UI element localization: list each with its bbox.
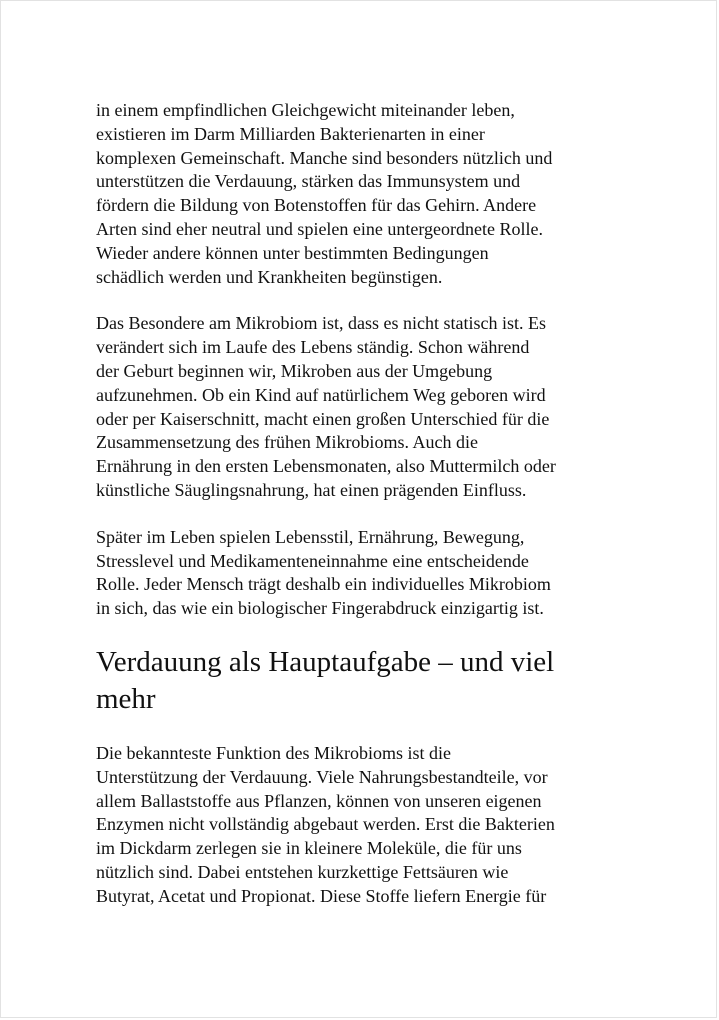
paragraph-gut-bacteria [96, 99, 636, 289]
text-line: Wieder andere können unter bestimmten Bedingungen [96, 242, 489, 263]
text-line: schädlich werden und Krankheiten begünstigen. [96, 266, 443, 287]
text-line: verändert sich im Laufe des Lebens ständig. Schon während [96, 337, 530, 358]
text-line: Unterstützung der Verdauung. Viele Nahrungsbestandteile, vor [96, 766, 548, 787]
text-line: künstliche Säuglingsnahrung, hat einen prägenden Einfluss. [96, 479, 527, 500]
text-line: Die bekannteste Funktion des Mikrobioms ist die [96, 742, 451, 763]
text-line: Butyrat, Acetat und Propionat. Diese Stoffe liefern Energie für [96, 885, 547, 906]
paragraph-digestion [96, 742, 636, 909]
text-line: Stresslevel und Medikamenteneinnahme eine entscheidende [96, 550, 529, 571]
text-line: allem Ballaststoffe aus Pflanzen, können von unseren eigenen [96, 790, 542, 811]
text-line: im Dickdarm zerlegen sie in kleinere Moleküle, die für uns [96, 838, 522, 859]
paragraph-lifestyle [96, 526, 636, 621]
text-line: nützlich sind. Dabei entstehen kurzkettige Fettsäuren wie [96, 861, 509, 882]
heading-line: mehr [96, 682, 156, 715]
text-line: Ernährung in den ersten Lebensmonaten, also Muttermilch oder [96, 456, 556, 477]
text-line: in sich, das wie ein biologischer Fingerabdruck einzigartig ist. [96, 598, 544, 619]
heading-line: Verdauung als Hauptaufgabe – und viel [96, 645, 555, 678]
text-line: Zusammensetzung des frühen Mikrobioms. Auch die [96, 432, 478, 453]
text-line: Später im Leben spielen Lebensstil, Ernährung, Bewegung, [96, 526, 525, 547]
text-line: in einem empfindlichen Gleichgewicht miteinander leben, [96, 100, 515, 120]
text-line: aufzunehmen. Ob ein Kind auf natürlichem Weg geboren wird [96, 384, 546, 405]
text-line: Rolle. Jeder Mensch trägt deshalb ein individuelles Mikrobiom [96, 574, 551, 595]
text-line: existieren im Darm Milliarden Bakterienarten in einer [96, 123, 485, 144]
text-line: oder per Kaiserschnitt, macht einen großen Unterschied für die [96, 408, 550, 429]
text-line: der Geburt beginnen wir, Mikroben aus der Umgebung [96, 360, 493, 381]
page-content [96, 99, 636, 909]
text-line: Enzymen nicht vollständig abgebaut werden. Erst die Bakterien [96, 814, 555, 835]
text-line: Das Besondere am Mikrobiom ist, dass es nicht statisch ist. Es [96, 313, 546, 334]
text-line: komplexen Gemeinschaft. Manche sind besonders nützlich und [96, 147, 553, 168]
text-line: fördern die Bildung von Botenstoffen für das Gehirn. Andere [96, 195, 537, 216]
text-line: unterstützen die Verdauung, stärken das Immunsystem und [96, 171, 521, 192]
text-line: Arten sind eher neutral und spielen eine untergeordnete Rolle. [96, 218, 544, 239]
paragraph-microbiome-change [96, 312, 636, 502]
section-heading [96, 644, 636, 718]
